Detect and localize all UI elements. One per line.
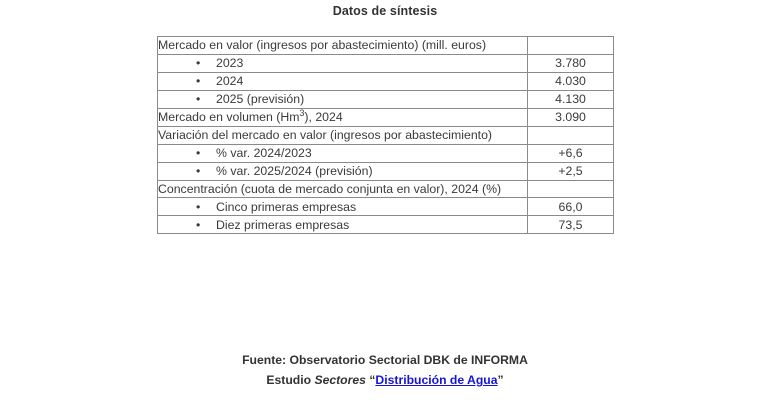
row-value-cell: 66,0 (528, 198, 614, 216)
quote-close: ” (497, 373, 504, 387)
quote-open: “ (369, 373, 376, 387)
study-prefix: Estudio (266, 373, 312, 387)
row-label: Cinco primeras empresas (216, 199, 357, 214)
row-label: Concentración (cuota de mercado conjunta en valor), 2024 (%) (158, 182, 502, 196)
row-value-cell: +6,6 (528, 145, 614, 163)
row-label-cell (158, 198, 528, 216)
table-row (158, 37, 614, 55)
row-value-cell (528, 127, 614, 145)
bulleted-row-label (158, 73, 527, 89)
row-label: Diez primeras empresas (216, 217, 350, 232)
table-row (158, 163, 614, 181)
bulleted-row-label (158, 91, 527, 107)
row-label: Mercado en volumen (Hm$^3$), 2024 (158, 108, 343, 125)
table-footer (0, 350, 770, 390)
row-label: % var. 2025/2024 (previsión) (216, 164, 373, 179)
table-row (158, 73, 614, 91)
row-label-cell (158, 109, 528, 127)
row-label-cell (158, 216, 528, 234)
row-value-cell: +2,5 (528, 163, 614, 181)
bullet-icon: • (196, 199, 201, 214)
table-row (158, 55, 614, 73)
bulleted-row-label (158, 199, 527, 215)
row-label-cell (158, 163, 528, 181)
synthesis-table-body (158, 37, 614, 234)
row-value-cell: 3.780 (528, 55, 614, 73)
row-label-cell (158, 127, 528, 145)
row-label: 2023 (216, 56, 244, 71)
table-row (158, 127, 614, 145)
synthesis-table (157, 36, 614, 234)
row-label-cell (158, 55, 528, 73)
bullet-icon: • (196, 56, 201, 71)
study-link[interactable]: Distribución de Agua (375, 373, 498, 387)
row-label: % var. 2024/2023 (216, 146, 312, 161)
row-label-cell (158, 91, 528, 109)
row-label: 2024 (216, 74, 244, 89)
row-label-cell (158, 145, 528, 163)
bullet-icon: • (196, 92, 201, 107)
row-label: 2025 (previsión) (216, 92, 305, 107)
table-row (158, 216, 614, 234)
study-word: Sectores (314, 373, 366, 387)
row-label-cell (158, 181, 528, 198)
bullet-icon: • (196, 164, 201, 179)
table-row (158, 109, 614, 127)
table-row (158, 145, 614, 163)
bullet-icon: • (196, 217, 201, 232)
bulleted-row-label (158, 145, 527, 161)
bullet-icon: • (196, 146, 201, 161)
row-value-cell: 4.130 (528, 91, 614, 109)
row-label: Mercado en valor (ingresos por abastecimiento) (mill. euros) (158, 38, 487, 53)
bulleted-row-label (158, 217, 527, 233)
row-label: Variación del mercado en valor (ingresos por abastecimiento) (158, 128, 493, 143)
table-row (158, 181, 614, 198)
source-line: Fuente: Observatorio Sectorial DBK de INFORMA (242, 353, 528, 367)
table-row (158, 198, 614, 216)
row-value-cell: 4.030 (528, 73, 614, 91)
bulleted-row-label (158, 55, 527, 71)
study-line (0, 370, 770, 390)
synthesis-table-wrapper (157, 36, 613, 234)
bulleted-row-label (158, 163, 527, 179)
table-row (158, 91, 614, 109)
row-value-cell (528, 37, 614, 55)
row-label-cell (158, 73, 528, 91)
page-title: Datos de síntesis (332, 4, 438, 18)
row-label-cell (158, 37, 528, 55)
row-value-cell (528, 181, 614, 198)
row-value-cell: 73,5 (528, 216, 614, 234)
bullet-icon: • (196, 74, 201, 89)
row-value-cell: 3.090 (528, 109, 614, 127)
